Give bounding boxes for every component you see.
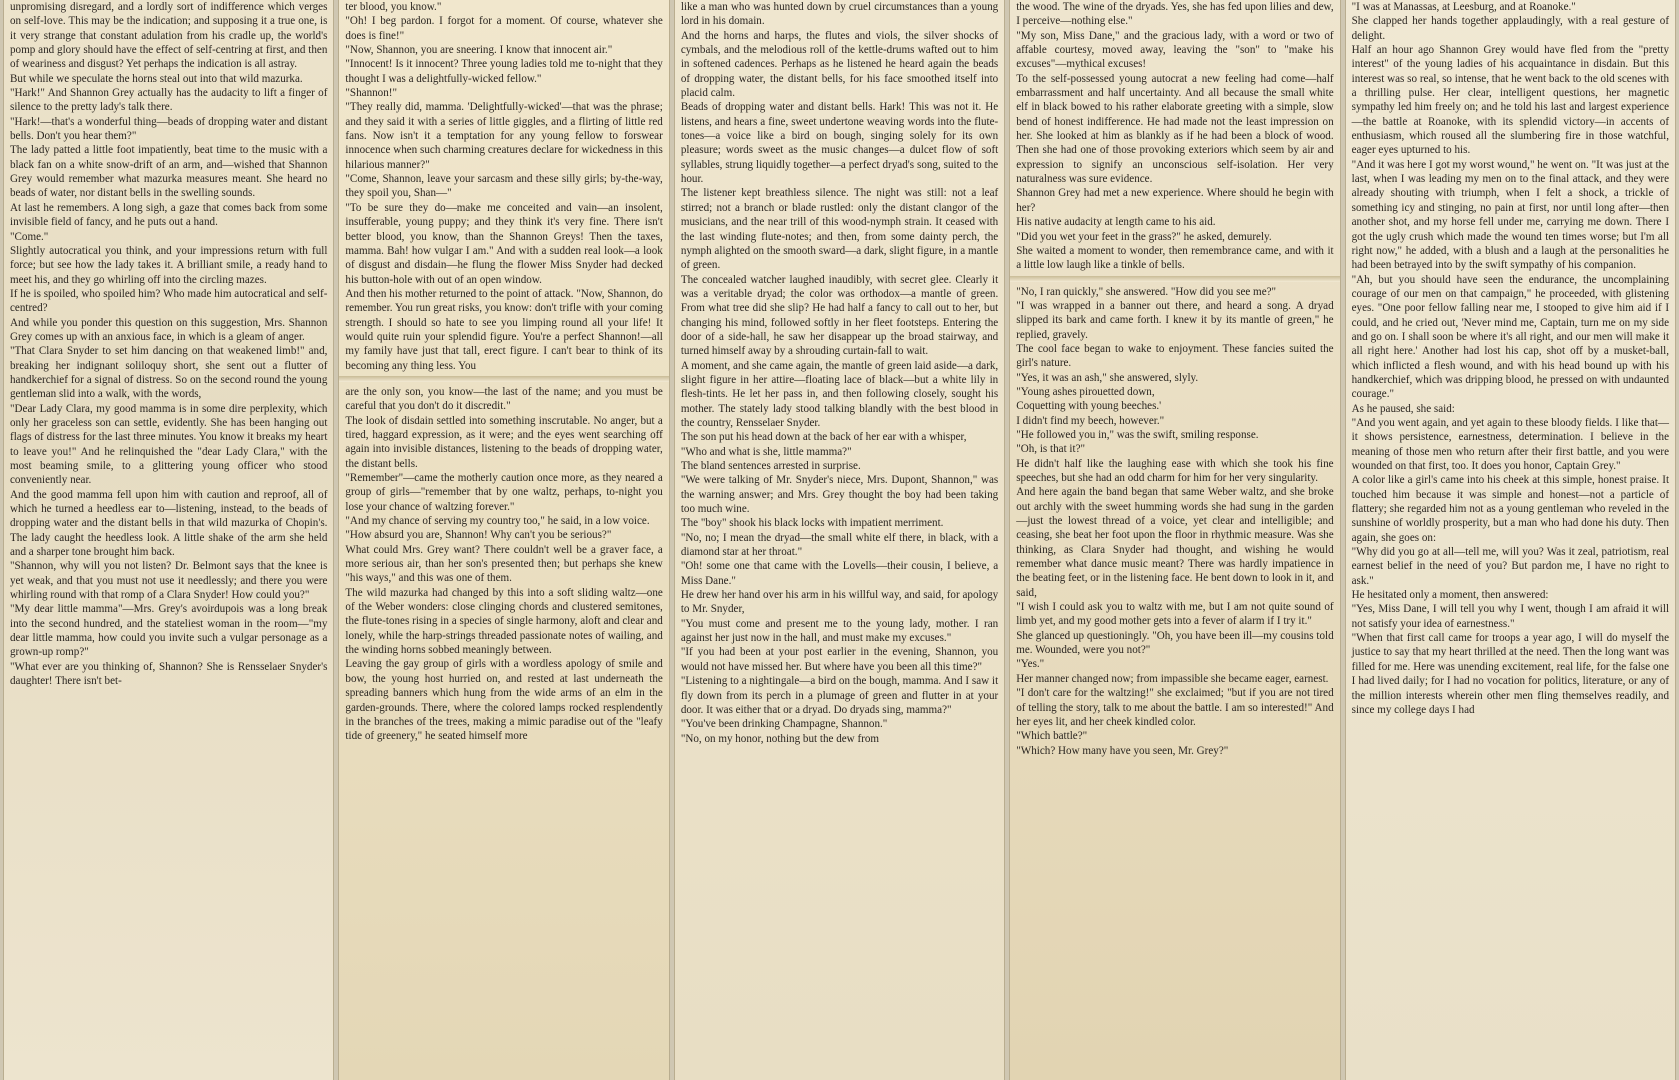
column-5	[1345, 0, 1676, 1080]
column-2-text-upper: ter blood, you know." "Oh! I beg pardon. I forgot for a moment. Of course, whatever she does is fine!" "Now, Shannon, you are sneering. I know that innocent air." "Innocent! Is it innocent? Three young ladies told me to-night that they thought I was a delightfully-wicked fellow." "Shannon!" "They really did, mamma. 'Delightfully-wicked'—that was the phrase; and they said it with a series of little giggles, and a flirting of little red fans. Now isn't it a temptation for any young fellow to forswear innocence when such charming creatures declare for wickedness in this hilarious manner?" "Come, Shannon, leave your sarcasm and these silly girls; by-the-way, they spoil you, Shan—" "To be sure they do—make me conceited and vain—an insolent, insufferable, young puppy; and they think it's very fine. There isn't better blood, you know, than the Shannon Greys! Then the taxes, mamma. Bah! how vulgar I am." And with a sudden real look—a look of disgust and disdain—he flung the flower Miss Snyder had decked his button-hole with out of an open window. And then his mother returned to the point of attack. "Now, Shannon, do remember. You run great risks, you know: don't trifle with your coming strength. I should so hate to see you limping round all your life! It would quite ruin your splendid figure. You're a perfect Shannon!—all my family have just that tall, erect figure. I can't bear to think of its becoming any thing less. You	[345, 1, 663, 372]
column-2	[338, 0, 669, 1080]
column-1-text: unpromising disregard, and a lordly sort of indifference which verges on self-love. This may be the indication; and supposing it a true one, is it very strange that constant adulation from his cradle up, the world's pomp and glory should have the effect of self-centring at first, and then of weariness and disgust? Yet perhaps the indication is all astray. But while we speculate the horns steal out into that wild mazurka. "Hark!" And Shannon Grey actually has the audacity to lift a finger of silence to the pretty lady's talk there. "Hark!—that's a wonderful thing—beads of dropping water and distant bells. Don't you hear them?" The lady patted a little foot impatiently, beat time to the music with a black fan on a white snow-drift of an arm, and—wished that Shannon Grey would remember what mazurka measures meant. She heard no beads of water, nor distant bells in the swelling sounds. At last he remembers. A long sigh, a gaze that comes back from some invisible field of fancy, and he puts out a hand. "Come." Slightly autocratical you think, and your impressions return with full force; but see how the lady takes it. A brilliant smile, a ready hand to meet his, and they go whirling off into the circling mazes. If he is spoiled, who spoiled him? Who made him autocratical and self-centred? And while you ponder this question on this suggestion, Mrs. Shannon Grey comes up with an anxious face, in which is a gleam of anger. "That Clara Snyder to set him dancing on that weakened limb!" and, breaking her indignant soliloquy short, she sent out a flutter of handkerchief for a signal of distress. So on the second round the young gentleman slid into a walk, with the words, "Dear Lady Clara, my good mamma is in some dire perplexity, which only her graceless son can settle, evidently. She has been hanging out flags of distress for the last three minutes. You know it breaks my heart to leave you!" And he relinquished the "dear Lady Clara," with the most beaming smile, to a glittering young officer who stood conveniently near. And the good mamma fell upon him with caution and reproof, all of which he turned a heedless ear to—listening, instead, to the beads of dropping water and the distant bells in that wild mazurka of Chopin's. The lady caught the heedless look. A little shake of the arm she held and a sharper tone brought him back. "Shannon, why will you not listen? Dr. Belmont says that the knee is yet weak, and that you must not use it needlessly; and there you were whirling round with that romp of a Clara Snyder! How could you?" "My dear little mamma"—Mrs. Grey's avoirdupois was a long break into the second hundred, and the stateliest woman in the room—"my dear little mamma, how could you invite such a vulgar personage as a grown-up romp?" "What ever are you thinking of, Shannon? She is Rensselaer Snyder's daughter! There isn't bet-	[10, 1, 328, 688]
clipping-seam	[1010, 276, 1339, 282]
column-2-text-lower: are the only son, you know—the last of the name; and you must be careful that you don't do it discredit." The look of disdain settled into something inscrutable. No anger, but a tired, haggard expression, as it were; and the eyes went searching off again into invisible distances, listening to the beads of dropping water, the distant bells. "Remember"—came the motherly caution once more, as they neared a group of girls—"remember that by one waltz, perhaps, to-night you lose your chance of waltzing forever." "And my chance of serving my country too," he said, in a low voice. "How absurd you are, Shannon! Why can't you be serious?" What could Mrs. Grey want? There couldn't well be a graver face, a more serious air, than her son's presented then; but perhaps she knew "his ways," and this was one of them. The wild mazurka had changed by this into a soft sliding waltz—one of the Weber wonders: close clinging chords and clustered semitones, the flute-tones rising in a species of single harmony, aloft and clear and lonely, while the harp-strings threaded passionate notes of wailing, and the winding horns sobbed meaningly between. Leaving the gay group of girls with a wordless apology of smile and bow, the young host hurried on, and rested at last underneath the spreading banners which hung from the wide arms of an elm in the garden-grounds. There, where the colored lamps rocked resplendently in the branches of the trees, making a mimic paradise out of the "leafy tide of greenery," he seated himself more	[345, 385, 663, 743]
column-3	[674, 0, 1005, 1080]
column-5-text: "I was at Manassas, at Leesburg, and at Roanoke." She clapped her hands together applaudingly, with a real gesture of delight. Half an hour ago Shannon Grey would have fled from the "pretty interest" of the young ladies of his acquaintance in disdain. But this interest was so real, so intense, that he went back to the old scenes with a thrilling pulse. Her clear, intelligent questions, her magnetic sympathy led him freely on; and he told his last and largest experience—the battle at Roanoke, with its splendid victory—in accents of enthusiasm, which roused all the slumbering fire in those watchful, eager eyes upturned to his. "And it was here I got my worst wound," he went on. "It was just at the last, when I was leading my men on to the final attack, and they were already shouting with triumph, when I felt a shock, a trickle of something icy and stinging, no pain at first, nor until long after—then another shot, and my horse fell under me, carrying me down. There I got the ugly crush which made the wound ten times worse; but I'm all right now," he added, with a blush and a laugh at the personalities he had been betrayed into by the swift sympathy of his companion. "Ah, but you should have seen the endurance, the uncomplaining courage of our men on that campaign," he proceeded, with glistening eyes. "One poor fellow falling near me, I stooped to give him aid if I could, and he cried out, 'Never mind me, Captain, turn me on my side and go on. I shall soon be where it's all right, and our men will make it all right here.' Another had lost his cap, shot off by a musket-ball, which inflicted a flesh wound, and with his head bound up with his handkerchief, which was dripping blood, he pressed on with undaunted courage." As he paused, she said: "And you went again, and yet again to these bloody fields. I like that—it shows persistence, earnestness, determination. I believe in the meaning of those men who return after their first battle, and you were wounded on that first, too. It does you honor, Captain Grey." A color like a girl's came into his cheek at this simple, honest praise. It touched him because it was simple and honest—not a particle of flattery; she regarded him not as a young gentleman who reveled in the sunshine of worldly prosperity, but a man who had done his duty. Then again, she goes on: "Why did you go at all—tell me, will you? Was it zeal, patriotism, real earnest belief in the need of you? But pardon me, I have no right to ask." He hesitated only a moment, then answered: "Yes, Miss Dane, I will tell you why I went, though I am afraid it will not satisfy your idea of earnestness." "When that first call came for troops a year ago, I will do myself the justice to say that my heart thrilled at the need. Then the long want was filled for me. Here was unending excitement, real life, for the false one I had lived daily; for I had no vocation for politics, literature, or any of the million interests wherein other men fling themselves readily, and since my college days I had	[1351, 1, 1670, 716]
column-3-text: like a man who was hunted down by cruel circumstances than a young lord in his domain. And the horns and harps, the flutes and viols, the silver shocks of cymbals, and the melodious roll of the kettle-drums wafted out to him in softened cadences. Perhaps as he listened he heard again the beads of dropping water, the distant bells, for his face smoothed itself into placid calm. Beads of dropping water and distant bells. Hark! This was not it. He listens, and hears a fine, sweet undertone weaving words into the flute-tones—a voice like a bird on bough, singing solely for its own pleasure; words sweet as the music changes—a dulcet flow of soft syllables, strung liquidly together—a perfect dryad's song, suited to the hour. The listener kept breathless silence. The night was still: not a leaf stirred; not a branch or blade rustled: only the distant clangor of the musicians, and the near trill of this wood-nymph strain. It ceased with the last winding flute-notes; and then, from some dainty perch, the nymph alighted on the smooth sward—a dark, slight figure, in a mantle of green. The concealed watcher laughed inaudibly, with secret glee. Clearly it was a veritable dryad; the color was orthodox—a mantle of green. From what tree did she slip? He had half a fancy to call out to her, but changing his mind, followed softly in her fleet footsteps. Entering the door of a side-hall, he saw her disappear up the broad stairway, and turned himself away by a shrouding curtain-fall to wait. A moment, and she came again, the mantle of green laid aside—a dark, slight figure in her attire—floating lace of black—but a white lily in flesh-tints. He let her pass in, and then following closely, sought his mother. The stately lady stood talking blandly with the best blood in the country, Rensselaer Snyder. The son put his head down at the back of her ear with a whisper, "Who and what is she, little mamma?" The bland sentences arrested in surprise. "We were talking of Mr. Snyder's niece, Mrs. Dupont, Shannon," was the warning answer; and Mrs. Grey thought the boy had been taking too much wine. The "boy" shook his black locks with impatient merriment. "No, no; I mean the dryad—the small white elf there, in black, with a diamond star at her throat." "Oh! some one that came with the Lovells—their cousin, I believe, a Miss Dane." He drew her hand over his arm in his willful way, and said, for apology to Mr. Snyder, "You must come and present me to the young lady, mother. I ran against her just now in the hall, and must make my excuses." "If you had been at your post earlier in the evening, Shannon, you would not have missed her. But where have you been all this time?" "Listening to a nightingale—a bird on the bough, mamma. And I saw it fly down from its perch in a plumage of green and flutter in at your door. It was either that or a dryad. Do dryads sing, mamma?" "You've been drinking Champagne, Shannon." "No, on my honor, nothing but the dew from	[680, 1, 999, 745]
column-4-text-lower: "No, I ran quickly," she answered. "How did you see me?" "I was wrapped in a banner out there, and heard a song. A dryad slipped its bark and came forth. I knew it by its mantle of green," he replied, gravely. The cool face began to wake to enjoyment. These fancies suited the girl's nature. "Yes, it was an ash," she answered, slyly. "Young ashes pirouetted down, Coquetting with young beeches.' I didn't find my beech, however." "He followed you in," was the swift, smiling response. "Oh, is that it?" He didn't half like the laughing ease with which she took his fine speeches, but she had an odd charm for him for her very singularity. And here again the band began that same Weber waltz, and she broke out archly with the sweet humming words she had sung in the garden—just the lowest thread of a voice, yet clear and intelligible; and ceasing, she beat her foot upon the floor in rhythmic measure. Was she thinking, as Clara Snyder had thought, and wishing he would remember what dance music meant? There was hardly impatience in the beating feet, or in the listening face. He bent down to look in it, and said, "I wish I could ask you to waltz with me, but I am not quite sound of limb yet, and my good mother gets into a fever of alarm if I try it." She glanced up questioningly. "Oh, you have been ill—my cousins told me. Wounded, were you not?" "Yes." Her manner changed now; from impassible she became eager, earnest. "I don't care for the waltzing!" she exclaimed; "but if you are not tired of telling the story, talk to me about the battle. I am so interested!" And her eyes lit, and her cheek kindled color. "Which battle?" "Which? How many have you seen, Mr. Grey?"	[1016, 285, 1334, 757]
clipping-seam	[339, 376, 668, 382]
column-1	[3, 0, 334, 1080]
column-4-text-upper: the wood. The wine of the dryads. Yes, she has fed upon lilies and dew, I perceive—nothing else." "My son, Miss Dane," and the gracious lady, with a word or two of affable courtesy, moved away, leaving the "son" to "make his excuses"—mythical excuses! To the self-possessed young autocrat a new feeling had come—half embarrassment and half uncertainty. And all because the small white elf in black bowed to his rather elaborate greeting with a simple, slow bend of honest indifference. He had made not the least impression on her. She looked at him as blankly as if he had been a block of wood. Then she had one of those provoking exteriors which seem by air and expression to signify an unconscious self-isolation. Her very naturalness was sure evidence. Shannon Grey had met a new experience. Where should he begin with her? His native audacity at length came to his aid. "Did you wet your feet in the grass?" he asked, demurely. She waited a moment to wonder, then remembrance came, and with it a little low laugh like a tinkle of bells.	[1016, 1, 1334, 272]
column-4	[1009, 0, 1340, 1080]
